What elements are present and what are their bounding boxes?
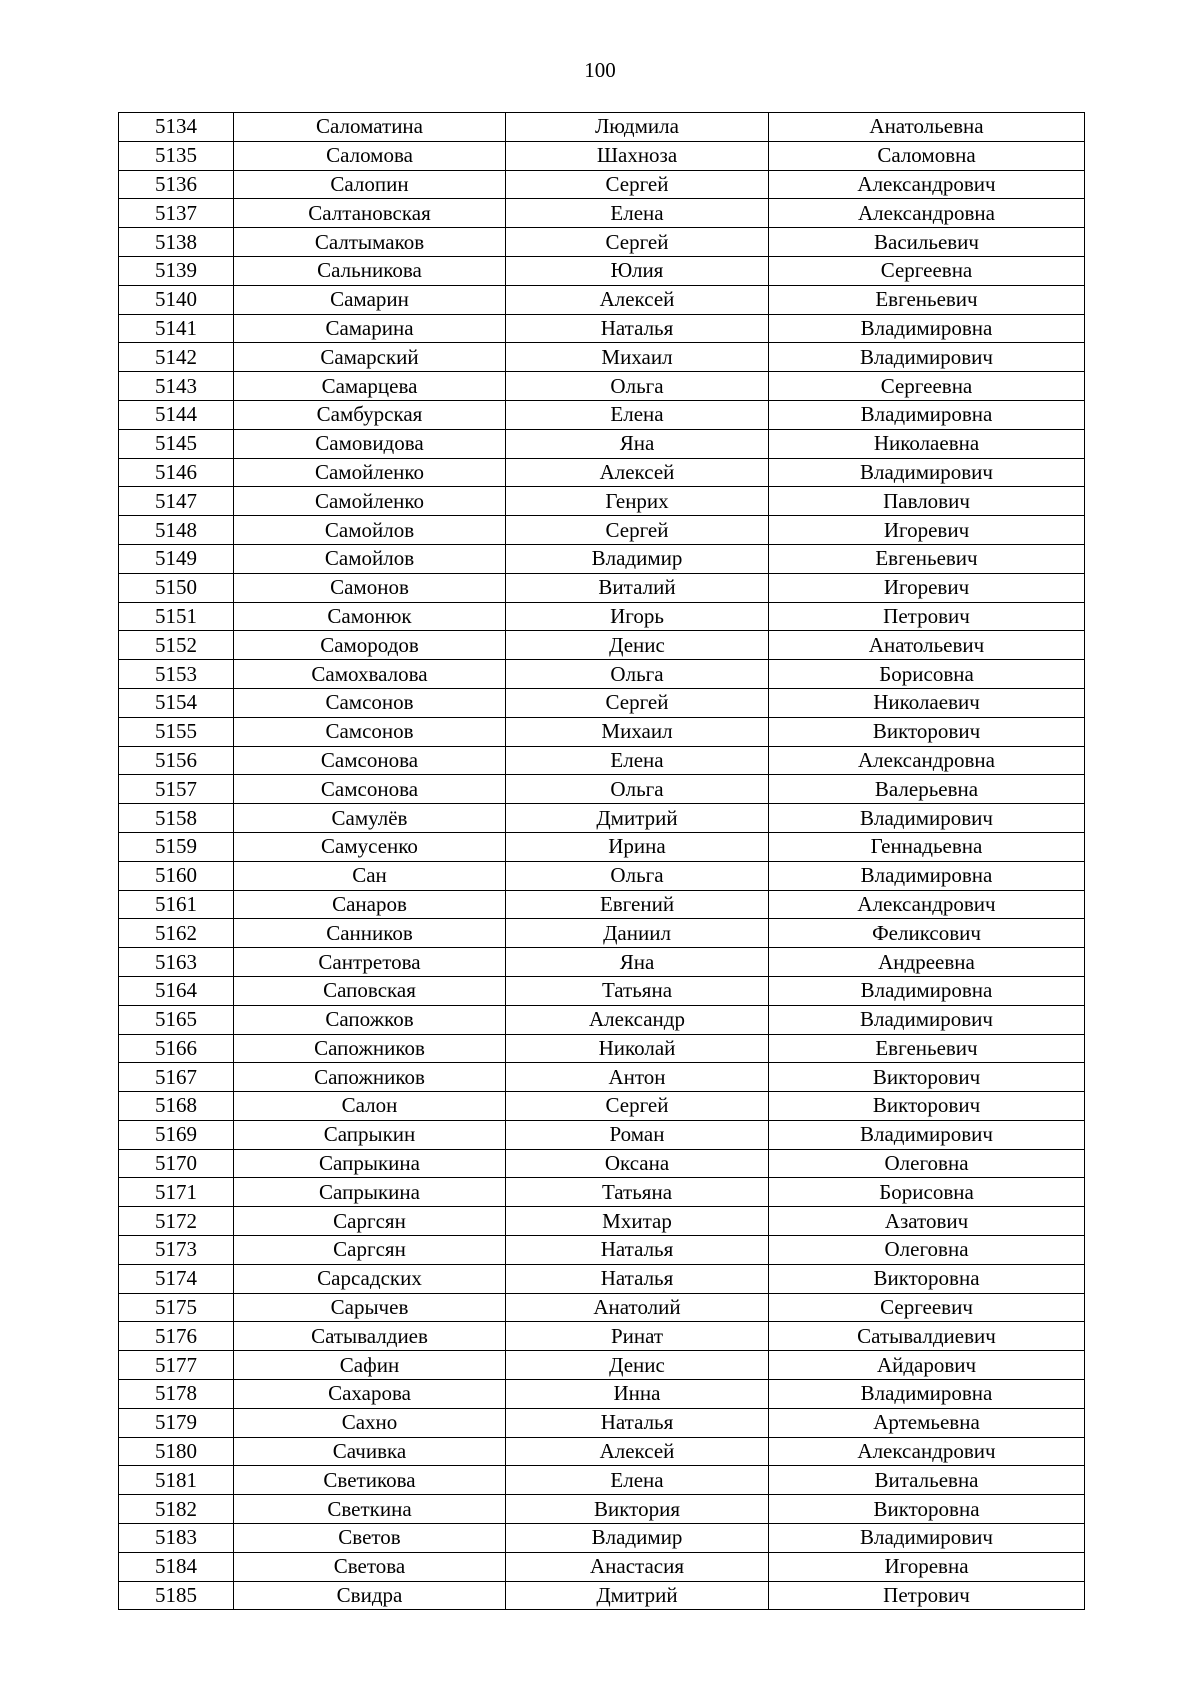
last-name-cell: Сапрыкин [234,1120,506,1149]
table-row [119,228,1085,257]
first-name-cell: Сергей [506,1092,769,1121]
last-name-cell: Самсонов [234,688,506,717]
patronymic-cell: Азатович [769,1207,1085,1236]
patronymic-cell: Андреевна [769,948,1085,977]
first-name-cell: Алексей [506,1437,769,1466]
record-number-cell: 5154 [119,688,234,717]
record-number-cell: 5136 [119,170,234,199]
first-name-cell: Наталья [506,1408,769,1437]
record-number-cell: 5152 [119,631,234,660]
record-number-cell: 5145 [119,429,234,458]
record-number-cell: 5174 [119,1264,234,1293]
patronymic-cell: Владимировна [769,861,1085,890]
first-name-cell: Александр [506,1005,769,1034]
last-name-cell: Салон [234,1092,506,1121]
table-row [119,804,1085,833]
first-name-cell: Виктория [506,1495,769,1524]
patronymic-cell: Николаевна [769,429,1085,458]
first-name-cell: Инна [506,1380,769,1409]
record-number-cell: 5158 [119,804,234,833]
last-name-cell: Самсонов [234,717,506,746]
last-name-cell: Салтымаков [234,228,506,257]
table-row [119,343,1085,372]
last-name-cell: Саргсян [234,1236,506,1265]
patronymic-cell: Александрович [769,890,1085,919]
last-name-cell: Сафин [234,1351,506,1380]
last-name-cell: Саповская [234,976,506,1005]
first-name-cell: Сергей [506,170,769,199]
patronymic-cell: Сергеевна [769,372,1085,401]
record-number-cell: 5165 [119,1005,234,1034]
patronymic-cell: Владимировна [769,314,1085,343]
registry-table-body [119,113,1085,1610]
first-name-cell: Роман [506,1120,769,1149]
last-name-cell: Санаров [234,890,506,919]
patronymic-cell: Олеговна [769,1236,1085,1265]
first-name-cell: Татьяна [506,1178,769,1207]
first-name-cell: Елена [506,199,769,228]
record-number-cell: 5156 [119,746,234,775]
last-name-cell: Светкина [234,1495,506,1524]
table-row [119,861,1085,890]
patronymic-cell: Александровна [769,746,1085,775]
first-name-cell: Сергей [506,516,769,545]
table-row [119,1408,1085,1437]
last-name-cell: Самойленко [234,458,506,487]
last-name-cell: Салтановская [234,199,506,228]
patronymic-cell: Борисовна [769,660,1085,689]
patronymic-cell: Анатольевна [769,113,1085,142]
patronymic-cell: Анатольевич [769,631,1085,660]
record-number-cell: 5177 [119,1351,234,1380]
first-name-cell: Денис [506,631,769,660]
first-name-cell: Владимир [506,544,769,573]
record-number-cell: 5142 [119,343,234,372]
patronymic-cell: Александрович [769,1437,1085,1466]
table-row [119,1178,1085,1207]
first-name-cell: Денис [506,1351,769,1380]
first-name-cell: Николай [506,1034,769,1063]
table-row [119,516,1085,545]
record-number-cell: 5146 [119,458,234,487]
first-name-cell: Яна [506,948,769,977]
record-number-cell: 5151 [119,602,234,631]
patronymic-cell: Геннадьевна [769,832,1085,861]
first-name-cell: Ольга [506,372,769,401]
last-name-cell: Сахарова [234,1380,506,1409]
first-name-cell: Игорь [506,602,769,631]
last-name-cell: Сапрыкина [234,1149,506,1178]
first-name-cell: Алексей [506,458,769,487]
last-name-cell: Самарина [234,314,506,343]
patronymic-cell: Артемьевна [769,1408,1085,1437]
record-number-cell: 5140 [119,285,234,314]
first-name-cell: Сергей [506,228,769,257]
patronymic-cell: Айдарович [769,1351,1085,1380]
record-number-cell: 5148 [119,516,234,545]
table-row [119,631,1085,660]
registry-table [118,112,1085,1610]
first-name-cell: Ринат [506,1322,769,1351]
first-name-cell: Яна [506,429,769,458]
patronymic-cell: Владимирович [769,343,1085,372]
last-name-cell: Самарский [234,343,506,372]
record-number-cell: 5170 [119,1149,234,1178]
table-row [119,1207,1085,1236]
patronymic-cell: Васильевич [769,228,1085,257]
table-row [119,1380,1085,1409]
table-row [119,1495,1085,1524]
last-name-cell: Сахно [234,1408,506,1437]
table-row [119,1466,1085,1495]
record-number-cell: 5155 [119,717,234,746]
patronymic-cell: Сергеевич [769,1293,1085,1322]
table-row [119,573,1085,602]
record-number-cell: 5161 [119,890,234,919]
record-number-cell: 5135 [119,141,234,170]
last-name-cell: Саргсян [234,1207,506,1236]
last-name-cell: Сапожников [234,1034,506,1063]
table-row [119,487,1085,516]
table-row [119,170,1085,199]
patronymic-cell: Павлович [769,487,1085,516]
table-row [119,1293,1085,1322]
patronymic-cell: Викторович [769,717,1085,746]
record-number-cell: 5162 [119,919,234,948]
table-row [119,1149,1085,1178]
table-row [119,1034,1085,1063]
table-row [119,717,1085,746]
last-name-cell: Самсонова [234,746,506,775]
last-name-cell: Самойленко [234,487,506,516]
record-number-cell: 5137 [119,199,234,228]
table-row [119,948,1085,977]
record-number-cell: 5166 [119,1034,234,1063]
first-name-cell: Мхитар [506,1207,769,1236]
last-name-cell: Самбурская [234,400,506,429]
last-name-cell: Самородов [234,631,506,660]
first-name-cell: Ольга [506,660,769,689]
patronymic-cell: Петрович [769,602,1085,631]
table-row [119,1063,1085,1092]
last-name-cell: Салопин [234,170,506,199]
record-number-cell: 5147 [119,487,234,516]
last-name-cell: Самонов [234,573,506,602]
record-number-cell: 5138 [119,228,234,257]
record-number-cell: 5168 [119,1092,234,1121]
record-number-cell: 5150 [119,573,234,602]
table-row [119,1437,1085,1466]
table-row [119,688,1085,717]
table-row [119,1581,1085,1610]
last-name-cell: Сапожков [234,1005,506,1034]
record-number-cell: 5143 [119,372,234,401]
last-name-cell: Самарин [234,285,506,314]
table-row [119,746,1085,775]
record-number-cell: 5144 [119,400,234,429]
first-name-cell: Дмитрий [506,1581,769,1610]
table-row [119,919,1085,948]
record-number-cell: 5157 [119,775,234,804]
record-number-cell: 5172 [119,1207,234,1236]
first-name-cell: Виталий [506,573,769,602]
last-name-cell: Самсонова [234,775,506,804]
last-name-cell: Санников [234,919,506,948]
table-row [119,113,1085,142]
patronymic-cell: Владимирович [769,1120,1085,1149]
first-name-cell: Елена [506,1466,769,1495]
first-name-cell: Дмитрий [506,804,769,833]
patronymic-cell: Витальевна [769,1466,1085,1495]
table-row [119,1005,1085,1034]
table-row [119,256,1085,285]
last-name-cell: Светова [234,1552,506,1581]
first-name-cell: Даниил [506,919,769,948]
first-name-cell: Наталья [506,314,769,343]
first-name-cell: Наталья [506,1236,769,1265]
patronymic-cell: Феликсович [769,919,1085,948]
patronymic-cell: Игоревич [769,516,1085,545]
first-name-cell: Сергей [506,688,769,717]
table-row [119,890,1085,919]
first-name-cell: Наталья [506,1264,769,1293]
record-number-cell: 5180 [119,1437,234,1466]
patronymic-cell: Олеговна [769,1149,1085,1178]
first-name-cell: Людмила [506,113,769,142]
table-row [119,832,1085,861]
last-name-cell: Самовидова [234,429,506,458]
first-name-cell: Михаил [506,343,769,372]
table-row [119,775,1085,804]
table-row [119,1264,1085,1293]
last-name-cell: Сан [234,861,506,890]
record-number-cell: 5153 [119,660,234,689]
first-name-cell: Елена [506,746,769,775]
patronymic-cell: Сергеевна [769,256,1085,285]
record-number-cell: 5163 [119,948,234,977]
first-name-cell: Анастасия [506,1552,769,1581]
first-name-cell: Антон [506,1063,769,1092]
patronymic-cell: Евгеньевич [769,285,1085,314]
first-name-cell: Оксана [506,1149,769,1178]
last-name-cell: Светов [234,1524,506,1553]
record-number-cell: 5176 [119,1322,234,1351]
first-name-cell: Евгений [506,890,769,919]
table-row [119,976,1085,1005]
last-name-cell: Сатывалдиев [234,1322,506,1351]
patronymic-cell: Викторович [769,1063,1085,1092]
patronymic-cell: Игоревич [769,573,1085,602]
record-number-cell: 5169 [119,1120,234,1149]
patronymic-cell: Саломовна [769,141,1085,170]
patronymic-cell: Петрович [769,1581,1085,1610]
first-name-cell: Юлия [506,256,769,285]
first-name-cell: Алексей [506,285,769,314]
record-number-cell: 5141 [119,314,234,343]
record-number-cell: 5149 [119,544,234,573]
patronymic-cell: Сатывалдиевич [769,1322,1085,1351]
patronymic-cell: Викторовна [769,1495,1085,1524]
table-row [119,1092,1085,1121]
table-row [119,400,1085,429]
patronymic-cell: Владимирович [769,1005,1085,1034]
last-name-cell: Самарцева [234,372,506,401]
patronymic-cell: Борисовна [769,1178,1085,1207]
first-name-cell: Ольга [506,775,769,804]
patronymic-cell: Александрович [769,170,1085,199]
table-row [119,1236,1085,1265]
table-row [119,1322,1085,1351]
first-name-cell: Анатолий [506,1293,769,1322]
first-name-cell: Ирина [506,832,769,861]
table-row [119,141,1085,170]
last-name-cell: Самохвалова [234,660,506,689]
record-number-cell: 5175 [119,1293,234,1322]
patronymic-cell: Николаевич [769,688,1085,717]
record-number-cell: 5160 [119,861,234,890]
first-name-cell: Владимир [506,1524,769,1553]
patronymic-cell: Владимирович [769,1524,1085,1553]
patronymic-cell: Евгеньевич [769,544,1085,573]
record-number-cell: 5184 [119,1552,234,1581]
last-name-cell: Самулёв [234,804,506,833]
first-name-cell: Шахноза [506,141,769,170]
last-name-cell: Саломова [234,141,506,170]
record-number-cell: 5134 [119,113,234,142]
record-number-cell: 5171 [119,1178,234,1207]
first-name-cell: Михаил [506,717,769,746]
table-row [119,1120,1085,1149]
patronymic-cell: Владимировна [769,976,1085,1005]
record-number-cell: 5182 [119,1495,234,1524]
table-row [119,1552,1085,1581]
record-number-cell: 5139 [119,256,234,285]
last-name-cell: Сачивка [234,1437,506,1466]
first-name-cell: Татьяна [506,976,769,1005]
table-row [119,1524,1085,1553]
last-name-cell: Сарсадских [234,1264,506,1293]
first-name-cell: Елена [506,400,769,429]
first-name-cell: Генрих [506,487,769,516]
last-name-cell: Сантретова [234,948,506,977]
table-row [119,314,1085,343]
last-name-cell: Сарычев [234,1293,506,1322]
table-row [119,429,1085,458]
record-number-cell: 5173 [119,1236,234,1265]
record-number-cell: 5185 [119,1581,234,1610]
patronymic-cell: Евгеньевич [769,1034,1085,1063]
patronymic-cell: Владимировна [769,400,1085,429]
record-number-cell: 5181 [119,1466,234,1495]
patronymic-cell: Валерьевна [769,775,1085,804]
table-row [119,285,1085,314]
first-name-cell: Ольга [506,861,769,890]
patronymic-cell: Викторович [769,1092,1085,1121]
last-name-cell: Саломатина [234,113,506,142]
patronymic-cell: Викторовна [769,1264,1085,1293]
last-name-cell: Сальникова [234,256,506,285]
record-number-cell: 5178 [119,1380,234,1409]
table-row [119,199,1085,228]
record-number-cell: 5179 [119,1408,234,1437]
record-number-cell: 5183 [119,1524,234,1553]
patronymic-cell: Игоревна [769,1552,1085,1581]
table-row [119,602,1085,631]
table-row [119,660,1085,689]
record-number-cell: 5159 [119,832,234,861]
patronymic-cell: Владимирович [769,804,1085,833]
table-row [119,544,1085,573]
last-name-cell: Самусенко [234,832,506,861]
page-number: 100 [584,58,616,82]
last-name-cell: Самойлов [234,544,506,573]
last-name-cell: Самонюк [234,602,506,631]
last-name-cell: Сапожников [234,1063,506,1092]
table-row [119,458,1085,487]
table-row [119,1351,1085,1380]
last-name-cell: Самойлов [234,516,506,545]
record-number-cell: 5167 [119,1063,234,1092]
last-name-cell: Сапрыкина [234,1178,506,1207]
patronymic-cell: Владимирович [769,458,1085,487]
last-name-cell: Светикова [234,1466,506,1495]
patronymic-cell: Владимировна [769,1380,1085,1409]
last-name-cell: Свидра [234,1581,506,1610]
patronymic-cell: Александровна [769,199,1085,228]
record-number-cell: 5164 [119,976,234,1005]
table-row [119,372,1085,401]
